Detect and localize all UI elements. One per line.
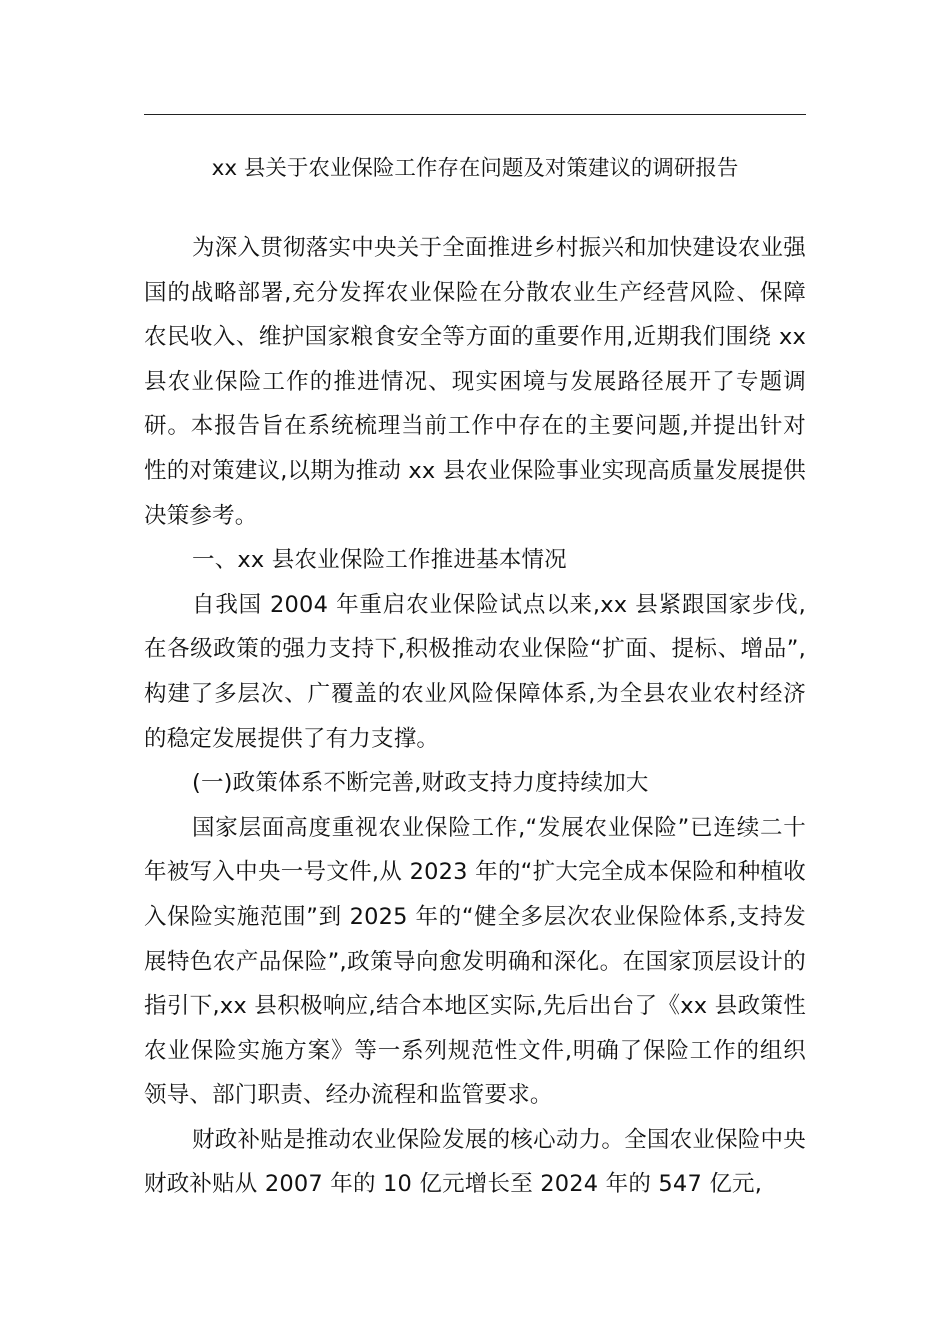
intro-paragraph: 为深入贯彻落实中央关于全面推进乡村振兴和加快建设农业强国的战略部署,充分发挥农业保险在分散农业生产经营风险、保障农民收入、维护国家粮食安全等方面的重要作用,近期我们围绕 xx 县农业保险工作的推进情况、现实困境与发展路径展开了专题调研。本报告旨在系统梳理当前工作中存在的主要问题,并提出针对性的对策建议,以期为推动 xx 县农业保险事业实现高质量发展提供决策参考。	[144, 235, 806, 529]
document-title: xx 县关于农业保险工作存在问题及对策建议的调研报告	[211, 156, 739, 181]
subsection-1-heading: (一)政策体系不断完善,财政支持力度持续加大	[192, 770, 649, 797]
document-body	[144, 226, 806, 1207]
header-rule	[144, 114, 806, 115]
section-1-heading: 一、xx 县农业保险工作推进基本情况	[192, 547, 567, 574]
section-1-paragraph: 自我国 2004 年重启农业保险试点以来,xx 县紧跟国家步伐,在各级政策的强力支持下,积极推动农业保险“扩面、提标、增品”,构建了多层次、广覆盖的农业风险保障体系,为全县农业农村经济的稳定发展提供了有力支撑。	[144, 591, 806, 752]
subsection-1-paragraph-2: 财政补贴是推动农业保险发展的核心动力。全国农业保险中央财政补贴从 2007 年的 10 亿元增长至 2024 年的 547 亿元,	[144, 1126, 806, 1198]
subsection-1-paragraph-1: 国家层面高度重视农业保险工作,“发展农业保险”已连续二十年被写入中央一号文件,从 2023 年的“扩大完全成本保险和种植收入保险实施范围”到 2025 年的“健全多层次农业保险体系,支持发展特色农产品保险”,政策导向愈发明确和深化。在国家顶层设计的指引下,xx 县积极响应,结合本地区实际,先后出台了《xx 县政策性农业保险实施方案》等一系列规范性文件,明确了保险工作的组织领导、部门职责、经办流程和监管要求。	[144, 814, 806, 1109]
